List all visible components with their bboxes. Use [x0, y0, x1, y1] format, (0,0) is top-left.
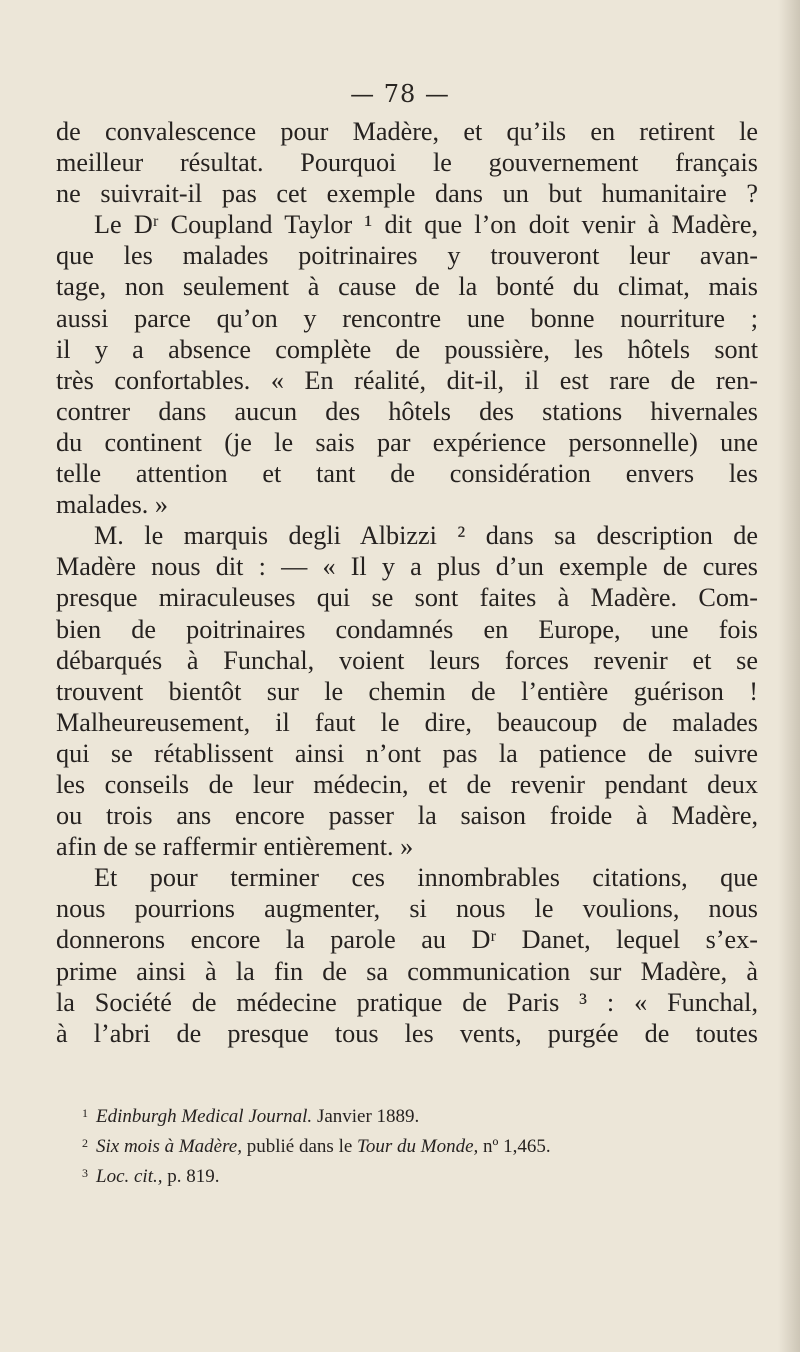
- text-line: ne suivrait-il pas cet exemple dans un but humanitaire ?: [56, 179, 758, 209]
- page-number: — 78 —: [350, 80, 450, 108]
- text-line: débarqués à Funchal, voient leurs forces revenir et se: [56, 645, 758, 675]
- text-line: à l’abri de presque tous les vents, purgée de toutes: [56, 1018, 758, 1048]
- text-line: ou trois ans encore passer la saison froide à Madère,: [56, 801, 758, 831]
- footnote-text: publié dans le: [242, 1136, 358, 1157]
- footnote-text: nº 1,465.: [478, 1136, 551, 1157]
- footnote-title: Edinburgh Medical Journal.: [96, 1106, 313, 1127]
- footnote-1: [82, 1100, 722, 1130]
- text-line: telle attention et tant de considération envers les: [56, 459, 758, 489]
- text-line: trouvent bientôt sur le chemin de l’entière guérison !: [56, 676, 758, 706]
- text-line: nous pourrions augmenter, si nous le voulions, nous: [56, 894, 758, 924]
- footnote-title: Tour du Monde,: [357, 1136, 479, 1157]
- footnote-title: Loc. cit.,: [96, 1166, 163, 1187]
- footnote-mark: 2: [82, 1136, 88, 1150]
- footnote-text: p. 819.: [162, 1166, 220, 1187]
- text-line: très confortables. « En réalité, dit-il, il est rare de ren-: [56, 365, 758, 395]
- text-line: de convalescence pour Madère, et qu’ils en retirent le: [56, 117, 758, 146]
- text-line: il y a absence complète de poussière, les hôtels sont: [56, 334, 758, 364]
- text-line: qui se rétablissent ainsi n’ont pas la patience de suivre: [56, 738, 758, 768]
- text-line: bien de poitrinaires condamnés en Europe, une fois: [56, 614, 758, 644]
- text-line: M. le marquis degli Albizzi ² dans sa description de: [94, 521, 758, 551]
- page-edge-shadow: [778, 0, 800, 1352]
- text-line: donnerons encore la parole au Dʳ Danet, lequel s’ex-: [56, 925, 758, 955]
- text-line: malades. »: [56, 490, 168, 520]
- text-line: prime ainsi à la fin de sa communication sur Madère, à: [56, 956, 758, 986]
- text-line: tage, non seulement à cause de la bonté du climat, mais: [56, 272, 758, 302]
- text-line: Et pour terminer ces innombrables citations, que: [94, 863, 758, 893]
- text-line: Le Dʳ Coupland Taylor ¹ dit que l’on doit venir à Madère,: [94, 210, 758, 240]
- text-line: Malheureusement, il faut le dire, beaucoup de malades: [56, 707, 758, 737]
- footnote-text: Janvier 1889.: [312, 1106, 420, 1127]
- text-line: presque miraculeuses qui se sont faites à Madère. Com-: [56, 583, 758, 613]
- text-line: Madère nous dit : — « Il y a plus d’un exemple de cures: [56, 552, 758, 582]
- body-text: [56, 116, 758, 1049]
- footnote-title: Six mois à Madère,: [96, 1136, 242, 1157]
- text-line: que les malades poitrinaires y trouveront leur avan-: [56, 241, 758, 271]
- footnote-3: [82, 1160, 722, 1190]
- footnote-mark: 3: [82, 1166, 88, 1180]
- text-line: contrer dans aucun des hôtels des stations hivernales: [56, 396, 758, 426]
- text-line: les conseils de leur médecin, et de revenir pendant deux: [56, 769, 758, 799]
- text-line: meilleur résultat. Pourquoi le gouvernement français: [56, 148, 758, 178]
- text-line: du continent (je le sais par expérience personnelle) une: [56, 427, 758, 457]
- text-line: afin de se raffermir entièrement. »: [56, 832, 414, 862]
- footnotes: [82, 1100, 722, 1190]
- text-line: la Société de médecine pratique de Paris ³ : « Funchal,: [56, 987, 758, 1017]
- text-line: aussi parce qu’on y rencontre une bonne nourriture ;: [56, 303, 758, 333]
- footnote-mark: 1: [82, 1106, 88, 1120]
- footnote-2: [82, 1130, 722, 1160]
